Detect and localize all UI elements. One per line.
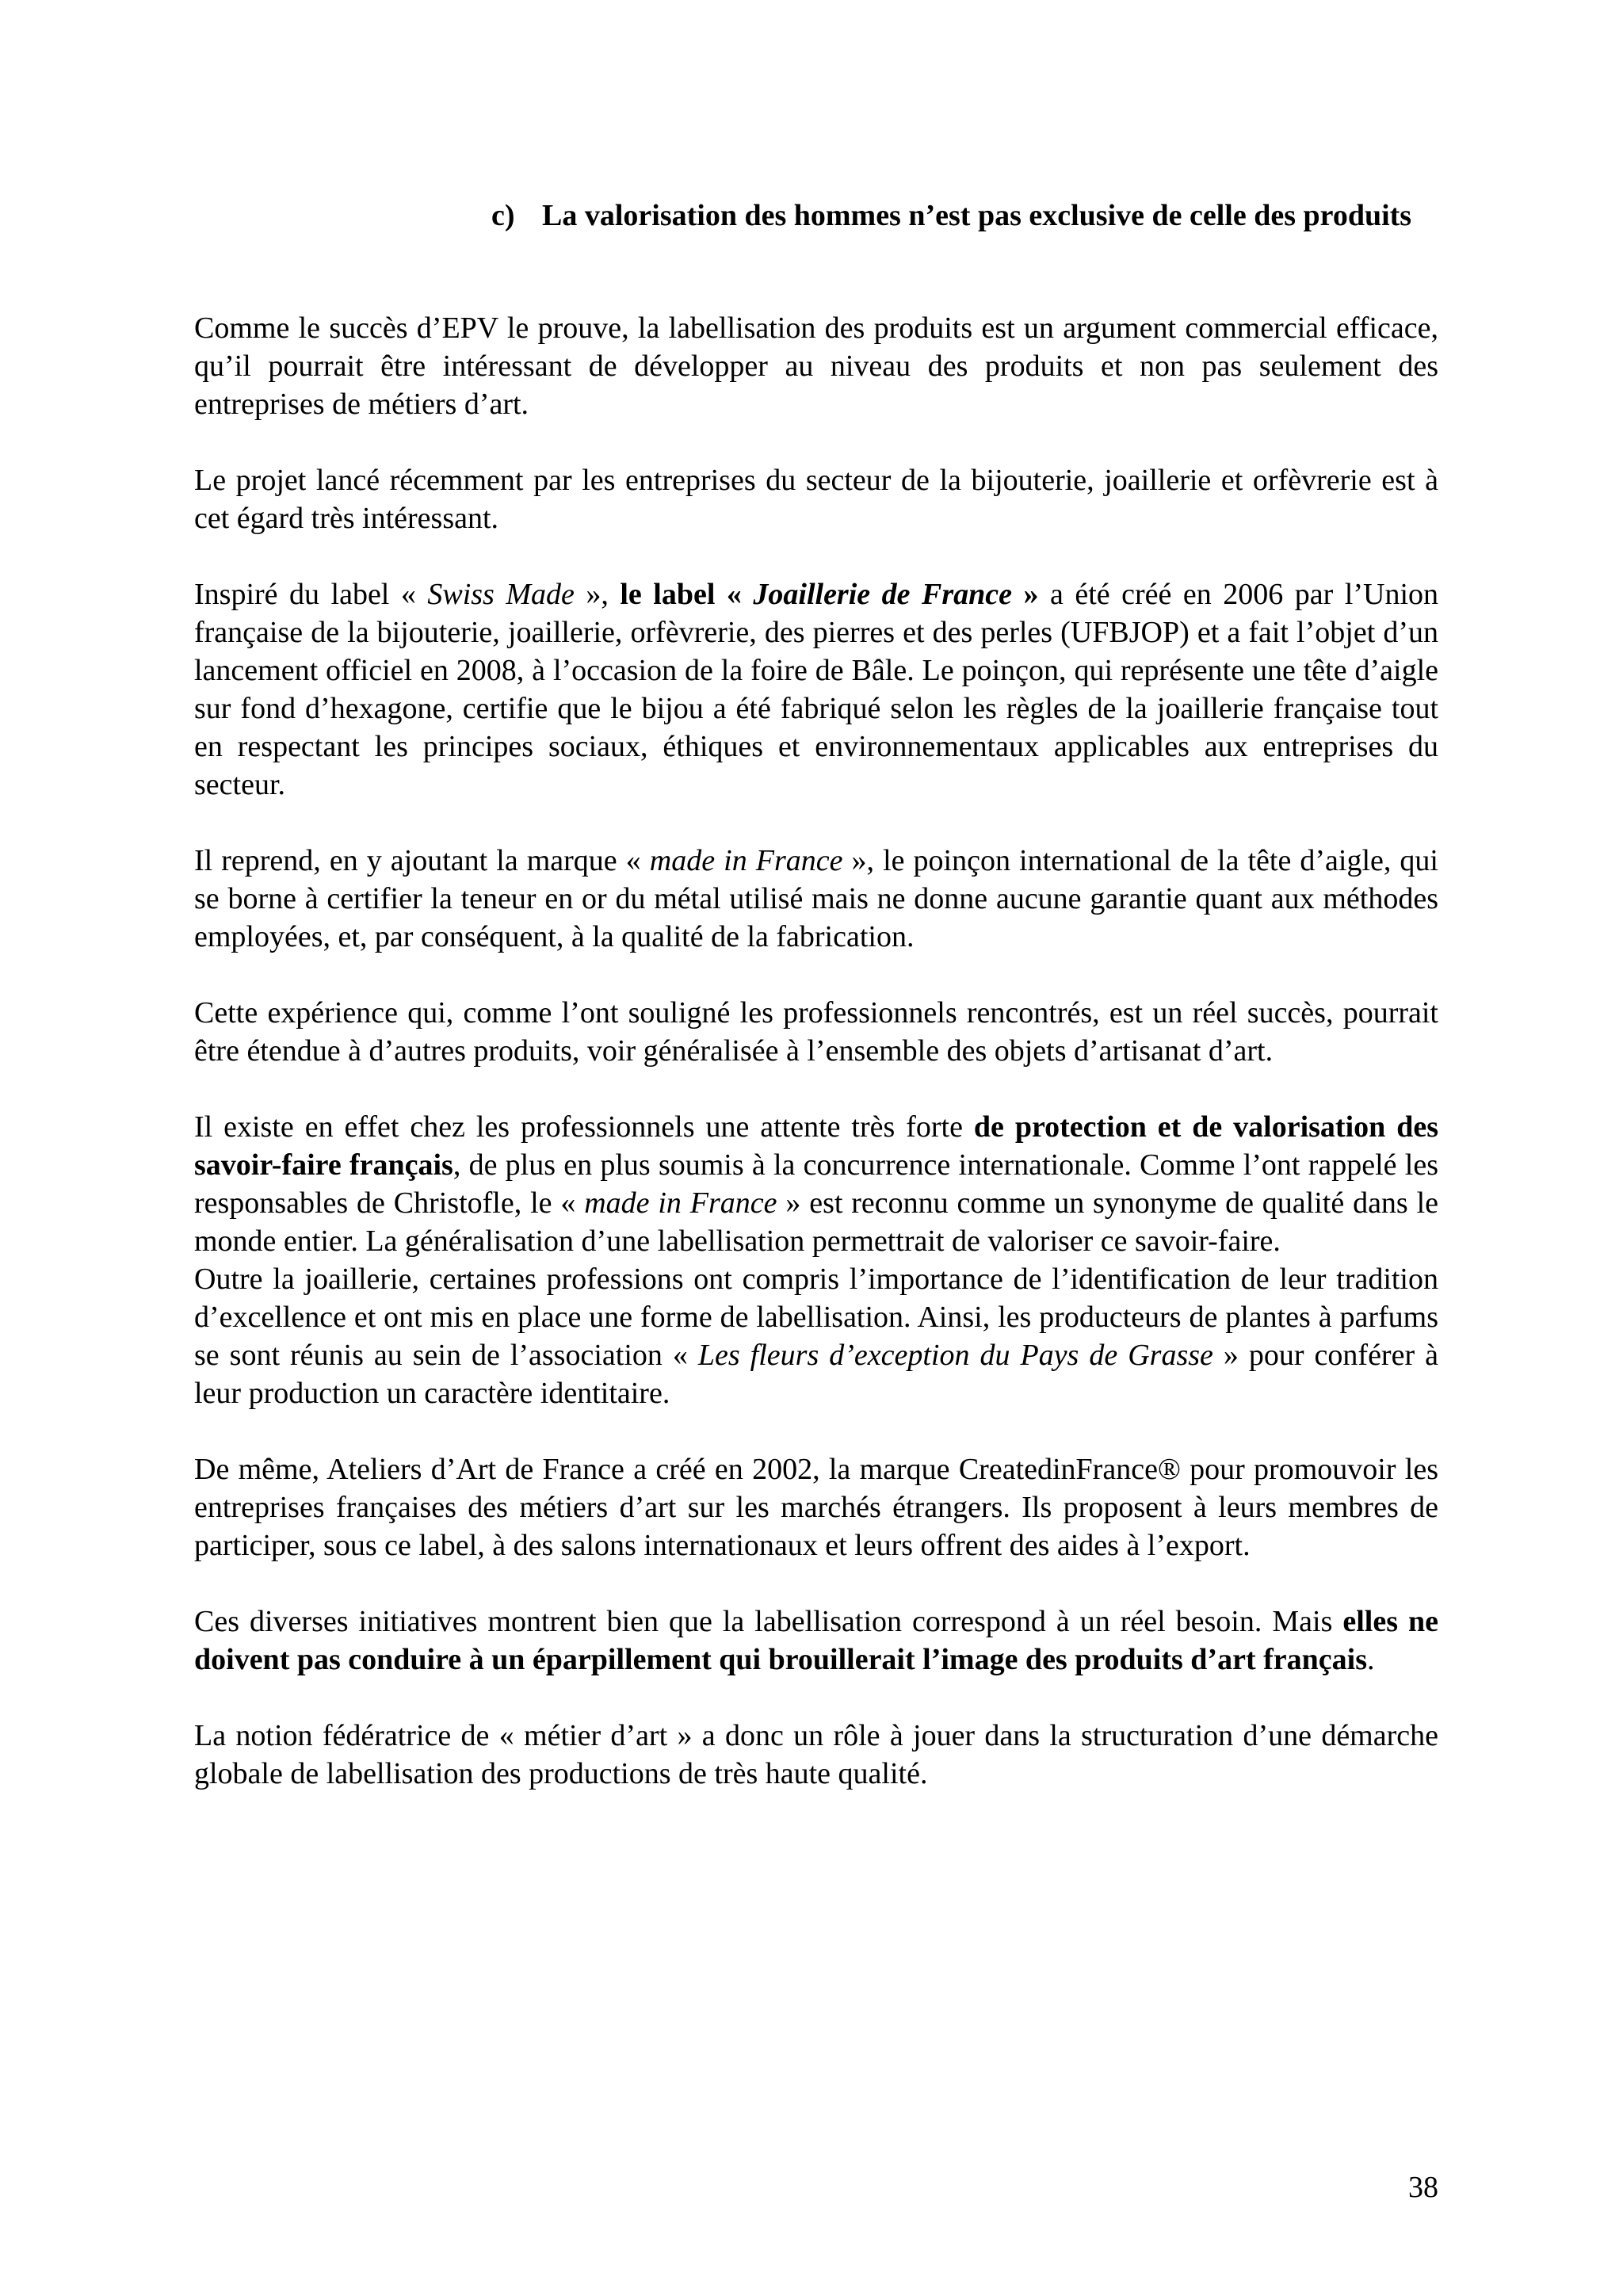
section-heading-text: La valorisation des hommes n’est pas exclusive de celle des produits	[542, 199, 1412, 232]
p9-text: .	[1366, 1643, 1375, 1676]
p3-label-bold-close: »	[1012, 578, 1039, 611]
paragraph-4	[194, 842, 1438, 956]
p3-text: Inspiré du label «	[194, 578, 428, 611]
section-marker: c)	[491, 199, 515, 232]
p3-label-bold: le label «	[620, 578, 754, 611]
p3-swiss-made: Swiss Made	[427, 578, 575, 611]
paragraph-5: Cette expérience qui, comme l’ont souligné les professionnels rencontrés, est un réel succès, pourrait être étendue à d’autres produits, voir généralisée à l’ensemble des objets d’artisanat d’art.	[194, 996, 1438, 1068]
p3-text: a été créé en 2006 par l’Union française de la bijouterie, joaillerie, orfèvrerie, des pierres et des perles (UFBJOP) et a fait l’objet d’un lancement officiel en 2008, à l’occasion de la foire de Bâle. Le poinçon, qui représente une tête d’aigle sur fond d’hexagone, certifie que le bijou a été fabriqué selon les règles de la joaillerie française tout en respectant les principes sociaux, éthiques et environnementaux applicables aux entreprises du secteur.	[194, 578, 1439, 801]
paragraph-1: Comme le succès d’EPV le prouve, la labellisation des produits est un argument commercial efficace, qu’il pourrait être intéressant de développer au niveau des produits et non pas seulement des entreprises de métiers d’art.	[194, 311, 1438, 421]
section-heading	[491, 197, 1438, 235]
p3-joaillerie-de-france: Joaillerie de France	[753, 578, 1013, 611]
p6-bold-protection: de protection et de valorisation des savoir-faire français	[194, 1110, 1438, 1182]
p7-text: » pour conférer à leur production un caractère identitaire.	[194, 1339, 1438, 1410]
p4-text: Il reprend, en y ajoutant la marque «	[194, 844, 650, 877]
paragraph-7	[194, 1260, 1438, 1412]
paragraph-2: Le projet lancé récemment par les entreprises du secteur de la bijouterie, joaillerie et orfèvrerie est à cet égard très intéressant.	[194, 464, 1438, 535]
paragraph-3	[194, 575, 1438, 804]
p9-text: Ces diverses initiatives montrent bien que la labellisation correspond à un réel besoin. Mais	[194, 1605, 1343, 1638]
p3-text: »,	[574, 578, 621, 611]
p6-text: , de plus en plus soumis à la concurrence internationale. Comme l’ont rappelé les responsables de Christofle, le «	[194, 1148, 1438, 1220]
p6-made-in-france: made in France	[584, 1186, 777, 1220]
p4-made-in-france: made in France	[649, 844, 843, 877]
p7-text: Outre la joaillerie, certaines professions ont compris l’importance de l’identification de leur tradition d’excellence et ont mis en place une forme de labellisation. Ainsi, les producteurs de plantes à parfums se sont réunis au sein de l’association «	[194, 1263, 1438, 1372]
paragraph-9	[194, 1603, 1438, 1679]
paragraph-8: De même, Ateliers d’Art de France a créé en 2002, la marque CreatedinFrance® pour promouvoir les entreprises françaises des métiers d’art sur les marchés étrangers. Ils proposent à leurs membres de participer, sous ce label, à des salons internationaux et leurs offrent des aides à l’export.	[194, 1453, 1438, 1562]
body-text	[194, 309, 1438, 1793]
p9-bold-eparpillement: elles ne doivent pas conduire à un éparpillement qui brouillerait l’image des produits d’art français	[194, 1605, 1438, 1676]
p6-text: » est reconnu comme un synonyme de qualité dans le monde entier. La généralisation d’une labellisation permettrait de valoriser ce savoir-faire.	[194, 1186, 1438, 1258]
paragraph-6	[194, 1108, 1438, 1260]
paragraph-10: La notion fédératrice de « métier d’art » a donc un rôle à jouer dans la structuration d’une démarche globale de labellisation des productions de très haute qualité.	[194, 1719, 1438, 1790]
p7-fleurs-exception: Les fleurs d’exception du Pays de Grasse	[697, 1339, 1213, 1372]
page-number: 38	[1408, 2171, 1438, 2204]
p4-text: », le poinçon international de la tête d’aigle, qui se borne à certifier la teneur en or du métal utilisé mais ne donne aucune garantie quant aux méthodes employées, et, par conséquent, à la qualité de la fabrication.	[194, 844, 1438, 953]
p6-text: Il existe en effet chez les professionnels une attente très forte	[194, 1110, 974, 1144]
